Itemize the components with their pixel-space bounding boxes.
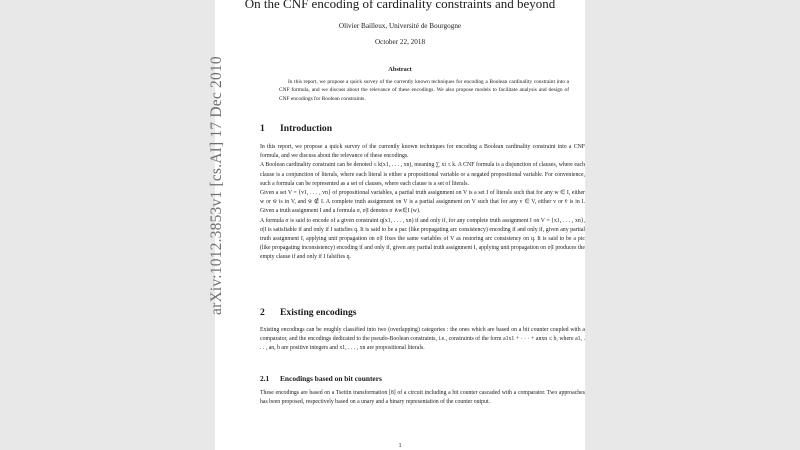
abstract-heading: Abstract [388,66,412,73]
subsection-number: 2.1 [260,374,270,383]
paper-date: October 22, 2018 [374,38,426,46]
subsection-heading-bit-counters [260,374,382,383]
paper-title: On the CNF encoding of cardinality constraints and beyond [244,0,556,11]
section-heading-existing-encodings [260,307,357,318]
viewer-background-left [0,0,215,450]
existing-encodings-body: Existing encodings can be roughly classified into two (overlapping) categories : the ones which are based on a bit counter coupled with a comparator, and the encodings dedicated to the pseudo-Boolean constraints, i.e., constraints of the form a1x1 + · · · + anxn ≤ b, where a1, . . . , an, b are positive integers and x1, . . . , xn are propositional literals. [260,327,585,352]
subsection-title: Encodings based on bit counters [280,374,382,383]
section-number: 1 [260,123,265,134]
arxiv-identifier-stamp: arXiv:1012.3853v1 [cs.AI] 17 Dec 2010 [208,56,225,315]
bit-counters-body: These encodings are based on a Tseitin transformation [8] of a circuit including a bit counter cascaded with a comparator. Two approaches has been proposed, respectively based on a unary and a binary representation of the counter output. [260,390,585,406]
abstract-text: In this report, we propose a quick survey of the currently known techniques for encoding a Boolean cardinality constraint into a CNF formula, and we discuss about the relevance of these encodings. We also propose models to facilitate analysis and design of CNF encodings for Boolean constraints. [279,79,569,102]
section-title: Introduction [280,123,333,134]
section-number: 2 [260,307,265,318]
document-page [215,0,585,450]
section-title: Existing encodings [280,307,357,318]
section-heading-introduction [260,123,332,134]
paper-author: Olivier Bailleux, Université de Bourgogne [338,22,462,30]
introduction-body: In this report, we propose a quick survey of the currently known techniques for encoding a Boolean cardinality constraint into a CNF formula, and we discuss about the relevance of these encodings. A Boolean cardinality constraint can be denoted ≤ k(x1, . . . , xn), meaning ∑ xi ≤ k. A CNF formula is a disjunction of clauses, where each clause is a conjunction of literals, where each literal is either a propositional variable or a negated propositional variable. For convenience, such a formula can be represented as a set of clauses, where each clause is a set of literals. Given a set V = {v1, . . . , vn} of propositional variables, a partial truth assignment on V is a set I of literals such that for any w ∈ I, either w or w̄ is in V, and w̄ ∉ I. A complete truth assignment on V is a partial assignment on V such that for any v ∈ V, either v or v̄ is in I. Given a truth assignment I and a formula σ, σ|I denotes σ ∧w∈I (w). A formula σ is said to encode of a given constraint q(x1, . . . , xn) if and only if, for any complete truth assignment I on V = {x1, . . . , xn}, σ|I is satisfiable if and only if I satisfies q. It is said to be a pac (like propagating arc consistency) encoding if and only if, given any partial truth assignment I, applying unit propagation on σ|I fixes the same variables of V as restoring arc consistency on q. It is said to be a pic (like propagating inconsistency) encoding if and only if, given any partial truth assignment I, applying unit propagation on σ|I produces the empty clause if and only if I falsifies q. [260,144,585,261]
viewer-background-right [585,0,800,450]
page-number: 1 [398,442,402,449]
